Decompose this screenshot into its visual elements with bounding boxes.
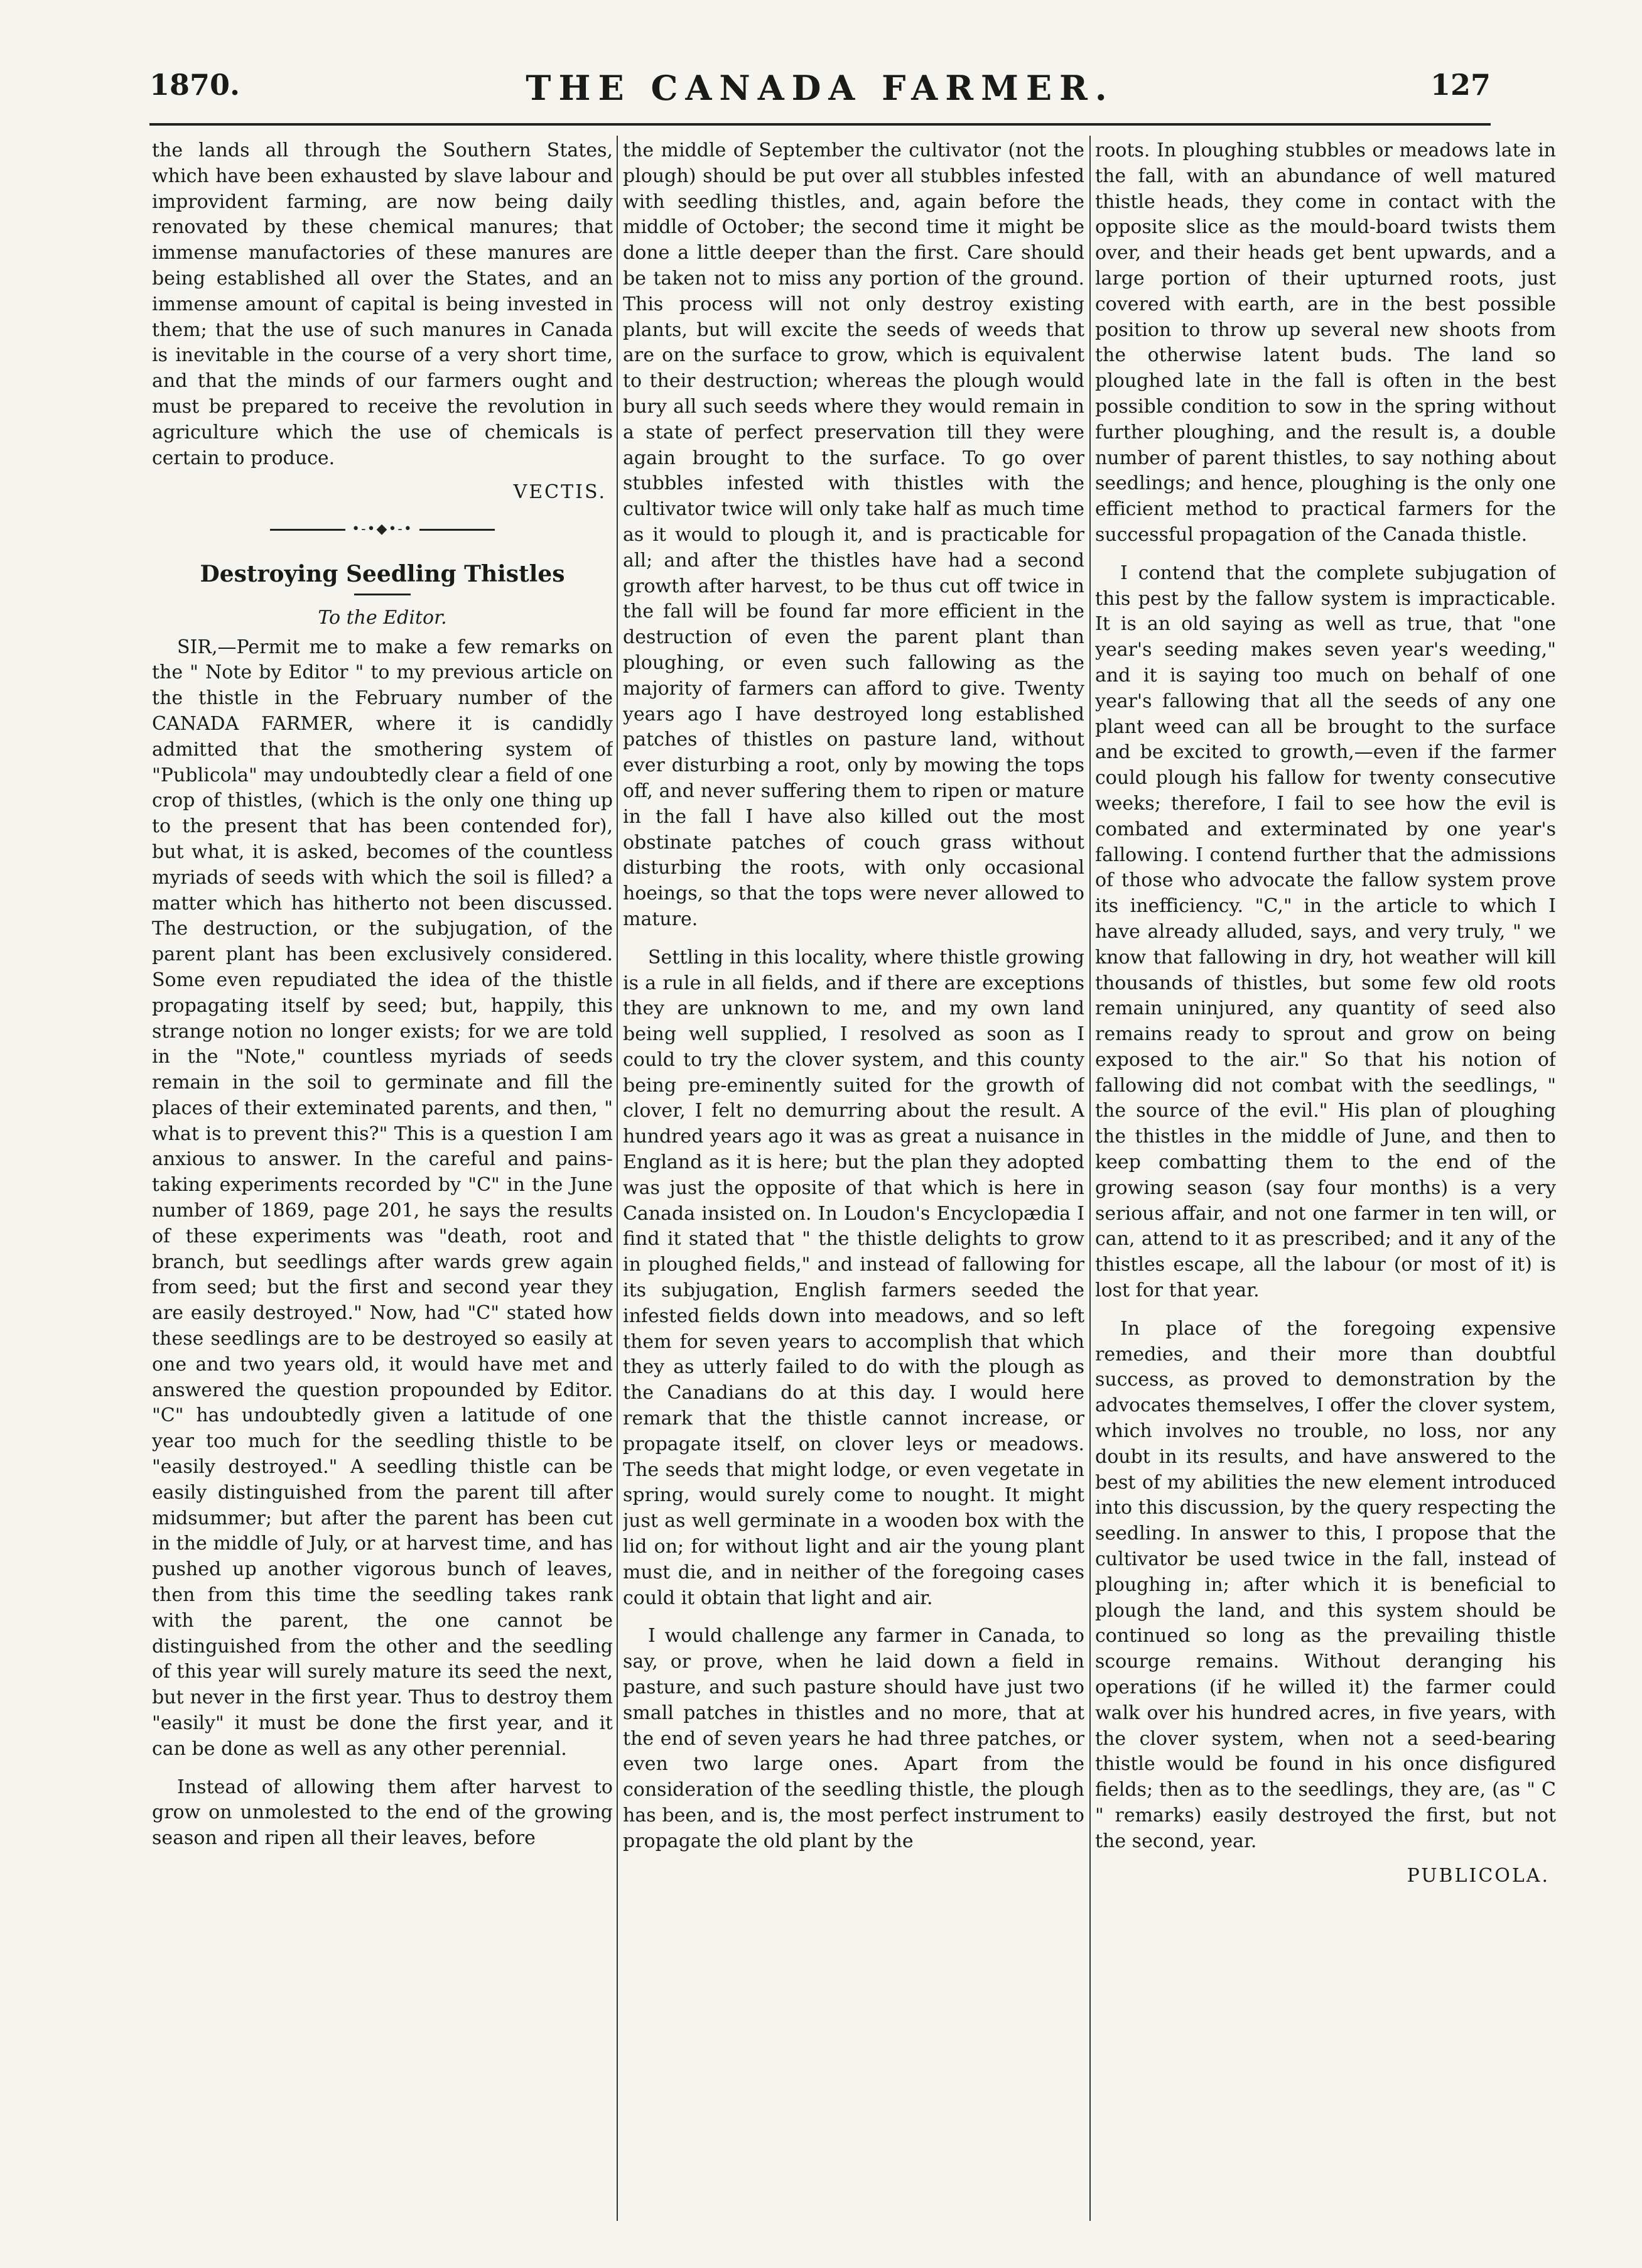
article-paragraph: Settling in this locality, where thistle growing is a rule in all fields, and if there are exceptions they are unknown to me, and my own land being well supplied, I resolved as soon as I could to try the clover system, and this county being pre-eminently suited for the growth of clover, I felt no demurring about the result. A hundred years ago it was as great a nuisance in England as it is here; but the plan they adopted was just the opposite of that which is here in Canada insisted on. In Loudon's Encyclopædia I find it stated that " the thistle delights to grow in ploughed fields," and instead of fallowing for its subjugation, English farmers seeded the infested fields down into meadows, and so left them for seven years to accomplish that which they as utterly failed to do with the plough as the Canadians do at this day. I would here remark that the thistle cannot increase, or propagate itself, on clover leys or meadows. The seeds that might lodge, or even vegetate in spring, would surely come to nought. It might just as well germinate in a wooden box with the lid on; for without light and air the young plant must die, and in neither of the foregoing cases could it obtain that light and air. <box>623 946 1084 1609</box>
title-rule <box>354 594 411 595</box>
signature-publicola: PUBLICOLA. <box>1407 1864 1550 1887</box>
column-2 <box>623 138 1084 2223</box>
vectis-letter-ending: the lands all through the Southern States, which have been exhausted by slave labour and improvident farming, are now being daily renovated by these chemical manures; that immense manufactories of these manures are being established all over the States, and an immense amount of capital is being invested in them; that the use of such manures in Canada is inevitable in the course of a very short time, and that the minds of our farmers ought and must be prepared to receive the revolution in agriculture which the use of chemicals is certain to produce. <box>152 139 613 469</box>
article-paragraph: SIR,—Permit me to make a few remarks on the " Note by Editor " to my previous article on the thistle in the February number of the CANADA FARMER, where it is candidly admitted that the smothering system of "Publicola" may undoubtedly clear a field of one crop of thistles, (which is the only one thing up to the present that has been contended for), but what, it is asked, becomes of the countless myriads of seeds with which the soil is filled? a matter which has hitherto not been discussed. The destruction, or the subjugation, of the parent plant has been exclusively considered. Some even repudiated the idea of the thistle propagating itself by seed; but, happily, this strange notion no longer exists; for we are told in the "Note," countless myriads of seeds remain in the soil to germinate and fill the places of their exteminated parents, and then, " what is to prevent this?" This is a question I am anxious to answer. In the careful and pains-taking experiments recorded by "C" in the June number of 1869, page 201, he says the results of these experiments was "death, root and branch, but seedlings after wards grew again from seed; but the first and second year they are easily destroyed." Now, had "C" stated how these seedlings are to be destroyed so easily at one and two years old, it would have met and answered the question propounded by Editor. "C" has undoubtedly given a latitude of one year too much for the seedling thistle to be "easily destroyed." A seedling thistle can be easily distinguished from the parent till after midsummer; but after the parent has been cut in the middle of July, or at harvest time, and has pushed up another vigorous bunch of leaves, then from this time the seedling takes rank with the parent, the one cannot be distinguished from the other and the seedling of this year will surely mature its seed the next, but never in the first year. Thus to destroy them "easily" it must be done the first year, and it can be done as well as any other perennial. <box>152 636 613 1760</box>
page-number: 127 <box>1430 68 1491 102</box>
article-paragraph: Instead of allowing them after harvest to grow on unmolested to the end of the growing season and ripen all their leaves, before <box>152 1776 613 1850</box>
article-dateline: To the Editor. <box>318 606 447 629</box>
article-paragraph: In place of the foregoing expensive remedies, and their more than doubtful success, as proved to demonstration by the advocates themselves, I offer the clover system, which involves no trouble, no loss, nor any doubt in its results, and have answered to the best of my abilities the new element introduced into this discussion, by the query respecting the seedling. In answer to this, I propose that the cultivator be used twice in the fall, instead of ploughing in; after which it is beneficial to plough the land, and this system should be continued so long as the prevailing thistle scourge remains. Without deranging his operations (if he willed it) the farmer could walk over his hundred acres, in five years, with the clover system, when not a seed-bearing thistle would be found in his once disfigured fields; then as to the seedlings, they are, (as " C " remarks) easily destroyed the first, but not the second, year. <box>1095 1317 1556 1852</box>
article-paragraph: roots. In ploughing stubbles or meadows late in the fall, with an abundance of well matured thistle heads, they come in contact with the opposite slice as the mould-board twists them over, and their heads get bent upwards, and a large portion of their upturned roots, just covered with earth, are in the best possible position to throw up several new shoots from the otherwise latent buds. The land so ploughed late in the fall is often in the best possible condition to sow in the spring without further ploughing, and the result is, a double number of parent thistles, to say nothing about seedlings; and hence, ploughing is the only one efficient method to practical farmers for the successful propagation of the Canada thistle. <box>1095 139 1556 546</box>
masthead-title: THE CANADA FARMER. <box>526 68 1115 108</box>
article-paragraph: I contend that the complete subjugation of this pest by the fallow system is impracticable. It is an old saying as well as true, that "one year's seeding makes seven year's weeding," and it is saying too much on behalf of one year's fallowing that all the seeds of any one plant weed can all be brought to the surface and be excited to growth,—even if the farmer could plough his fallow for twenty consecutive weeks; therefore, I fail to see how the evil is combated and exterminated by one year's fallowing. I contend further that the admissions of those who advocate the fallow system prove its inefficiency. "C," in the article to which I have already alluded, says, and very truly, " we know that fallowing in dry, hot weather will kill thousands of thistles, but some few old roots remain uninjured, any quantity of seed also remains ready to sprout and grow on being exposed to the air." So that his notion of fallowing did not combat with the seedlings, " the source of the evil." His plan of ploughing the thistles in the middle of June, and then to keep combatting them to the end of the growing season (say four months) is a very serious affair, and not one farmer in ten will, or can, attend to it as prescribed; and it any of the thistles escape, all the labour (or most of it) is lost for that year. <box>1095 562 1556 1302</box>
page-header <box>149 68 1491 112</box>
column-divider <box>1089 136 1091 2221</box>
article-title: Destroying Seedling Thistles <box>200 560 565 587</box>
section-divider-ornament: •-•◆•-• <box>152 517 613 543</box>
column-divider <box>617 136 618 2221</box>
issue-year: 1870. <box>149 68 240 102</box>
header-rule <box>149 123 1491 126</box>
article-paragraph: I would challenge any farmer in Canada, to say, or prove, when he laid down a field in pasture, and such pasture should have just two small patches in thistles and no more, that at the end of seven years he had three patches, or even two large ones. Apart from the consideration of the seedling thistle, the plough has been, and is, the most perfect instrument to propagate the old plant by the <box>623 1625 1084 1852</box>
article-paragraph: the middle of September the cultivator (not the plough) should be put over all stubbles infested with seedling thistles, and, again before the middle of October; the second time it might be done a little deeper than the first. Care should be taken not to miss any portion of the ground. This process will not only destroy existing plants, but will excite the seeds of weeds that are on the surface to grow, which is equivalent to their destruction; whereas the plough would bury all such seeds where they would remain in a state of perfect preservation till they were again brought to the surface. To go over stubbles infested with thistles with the cultivator twice will only take half as much time as it would to plough it, and is practicable for all; and after the thistles have had a second growth after harvest, to be thus cut off twice in the fall will be found far more efficient in the destruction of even the parent plant than ploughing, or even such fallowing as the majority of farmers can afford to give. Twenty years ago I have destroyed long established patches of thistles on pasture land, without ever disturbing a root, only by mowing the tops off, and never suffering them to ripen or mature in the fall I have also killed out the most obstinate patches of couch grass without disturbing the roots, with only occasional hoeings, so that the tops were never allowed to mature. <box>623 139 1084 930</box>
signature-vectis: VECTIS. <box>513 481 607 504</box>
column-3 <box>1095 138 1556 2223</box>
column-1 <box>152 138 613 2223</box>
